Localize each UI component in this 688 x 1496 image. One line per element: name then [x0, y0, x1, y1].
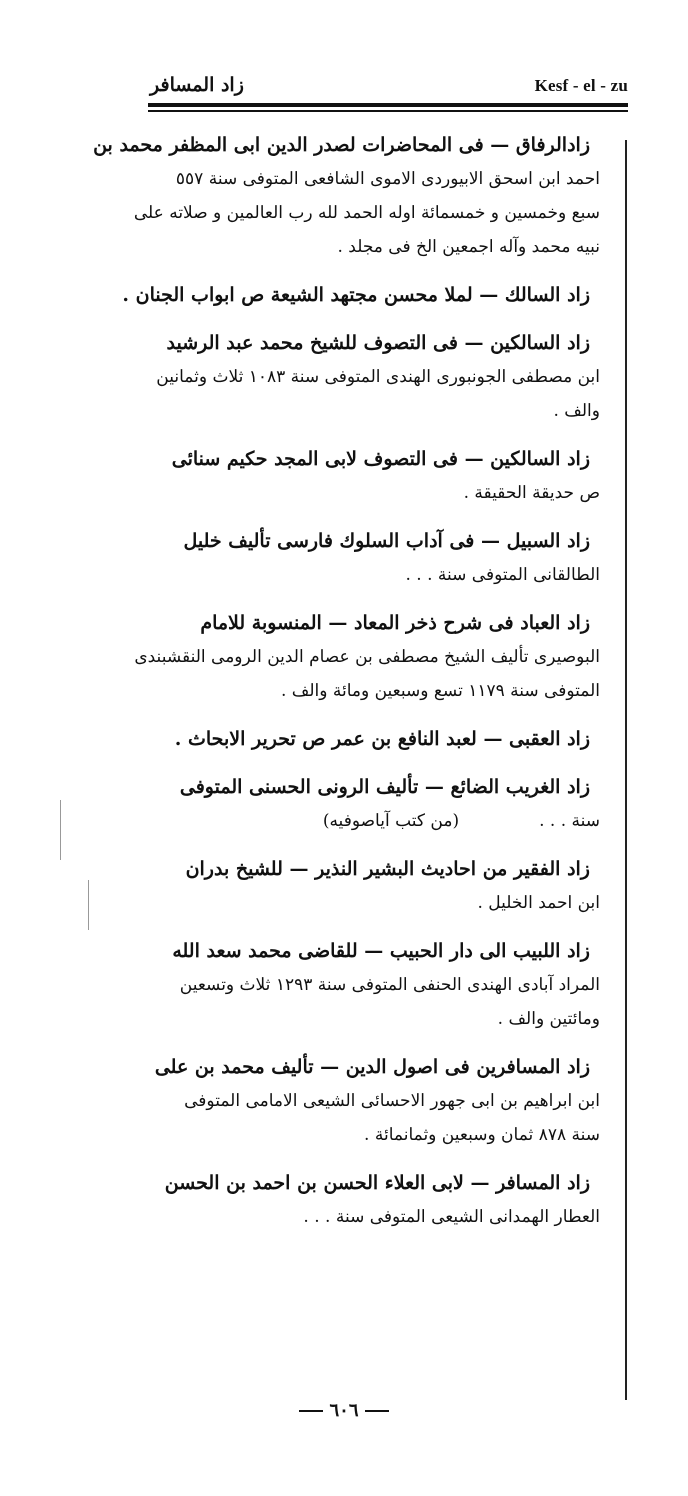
entry-text-line: المتوفى سنة ١١٧٩ تسع وسبعين ومائة والف . [280, 681, 600, 701]
dictionary-entry [160, 852, 600, 920]
entry-headword-line: زاد السالك — لملا محسن مجتهد الشيعة ص ابواب الجنان . [122, 284, 590, 306]
footer-dash [365, 1410, 389, 1412]
entry-headword-line: زاد المسافر — لابى العلاء الحسن بن احمد بن الحسن [164, 1172, 590, 1194]
dictionary-entry [160, 770, 600, 838]
entry-note-line [160, 804, 600, 838]
entry-text-line: المراد آبادى الهندى الحنفى المتوفى سنة ١٢٩٣ ثلاث وتسعين [179, 975, 600, 995]
page-number: ٦٠٦ [329, 1400, 359, 1421]
entry-headword-line: زاد السالكين — فى التصوف للشيخ محمد عبد الرشيد [166, 332, 590, 354]
dictionary-entry [160, 722, 600, 756]
scan-mark [88, 880, 89, 930]
entry-text-line: ص حديقة الحقيقة . [463, 483, 600, 503]
entry-headword-line: زاد العباد فى شرح ذخر المعاد — المنسوبة للامام [200, 612, 590, 634]
entry-headword-line: زاد الغريب الضائع — تأليف الرونى الحسنى المتوفى [179, 776, 590, 798]
scan-mark [60, 800, 61, 860]
dictionary-entry [160, 442, 600, 510]
dictionary-entry [160, 1166, 600, 1234]
entry-headword-line: زاد المسافرين فى اصول الدين — تأليف محمد بن على [154, 1056, 590, 1078]
entry-text-line: احمد ابن اسحق الابيوردى الاموى الشافعى المتوفى سنة ٥٥٧ [175, 169, 600, 189]
entry-text: سنة . . . [539, 811, 600, 831]
header-rule-thin [148, 110, 628, 112]
header-rule-thick [148, 103, 628, 107]
entry-text-line: البوصيرى تأليف الشيخ مصطفى بن عصام الدين الرومى النقشبندى [134, 647, 600, 667]
entry-text-line: العطار الهمدانى الشيعى المتوفى سنة . . . [303, 1207, 600, 1227]
entry-text-line: سنة ٨٧٨ ثمان وسبعين وثمانمائة . [364, 1125, 600, 1145]
entry-text-line: سبع وخمسين و خمسمائة اوله الحمد لله رب العالمين و صلاته على [133, 203, 600, 223]
entry-text-line: ابن احمد الخليل . [477, 893, 600, 913]
entry-note: (من كتب آياصوفيه) [322, 811, 460, 831]
entry-text-line: والف . [553, 401, 600, 421]
entry-text-line: نبيه محمد وآله اجمعين الخ فى مجلد . [337, 237, 600, 257]
entry-headword-line: زاد اللبيب الى دار الحبيب — للقاضى محمد سعد الله [172, 940, 590, 962]
dictionary-entry [160, 524, 600, 592]
footer-dash [299, 1410, 323, 1412]
entry-headword-line: زادالرفاق — فى المحاضرات لصدر الدين ابى المظفر محمد بن [93, 134, 590, 156]
dictionary-entry [160, 934, 600, 1036]
header-arabic-title: زاد المسافر [150, 74, 244, 96]
dictionary-entry [154, 1050, 600, 1152]
entry-headword-line: زاد السالكين — فى التصوف لابى المجد حكيم سنائى [171, 448, 590, 470]
header-latin-title: Kesf - el - zu [534, 76, 628, 95]
entry-text-line: ابن مصطفى الجونبورى الهندى المتوفى سنة ١٠٨٣ ثلاث وثمانين [156, 367, 600, 387]
entry-headword-line: زاد الفقير من احاديث البشير النذير — للشيخ بدران [185, 858, 590, 880]
page-footer [0, 1400, 688, 1421]
running-header [150, 74, 628, 100]
entry-headword-line: زاد السبيل — فى آداب السلوك فارسى تأليف خليل [183, 530, 590, 552]
entry-text-line: الطالقانى المتوفى سنة . . . [405, 565, 600, 585]
entry-headword-line: زاد العقبى — لعبد النافع بن عمر ص تحرير الابحاث . [174, 728, 590, 750]
dictionary-entry [93, 128, 600, 264]
dictionary-entry [156, 326, 600, 428]
entry-text-line: ومائتين والف . [497, 1009, 600, 1029]
dictionary-entry [122, 278, 600, 312]
dictionary-column [93, 128, 600, 1234]
margin-line [625, 140, 627, 1400]
dictionary-entry [134, 606, 600, 708]
entry-text-line: ابن ابراهيم بن ابى جهور الاحسائى الشيعى الامامى المتوفى [184, 1091, 600, 1111]
